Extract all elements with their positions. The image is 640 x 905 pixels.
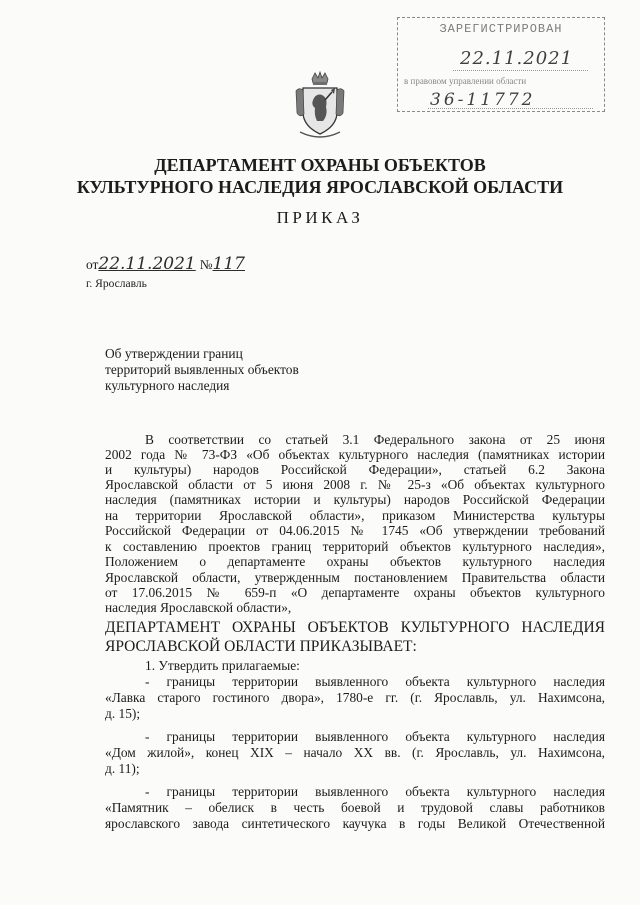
paragraph-line: на территории Ярославской области», приказом Министерства культуры bbox=[105, 508, 605, 523]
order-city: г. Ярославль bbox=[86, 278, 147, 290]
item-line: д. 15); bbox=[105, 706, 141, 721]
item-line: «Дом жилой», конец XIX – начало XX вв. (г. Ярославль, ул. Нахимсона, bbox=[105, 745, 605, 760]
coat-of-arms-icon bbox=[295, 70, 345, 142]
stamp-number: 36-11772 bbox=[430, 90, 536, 110]
paragraph-line: Российской Федерации от 04.06.2015 № 1745 «Об утверждении требований bbox=[105, 523, 605, 538]
paragraph-line: В соответствии со статьей 3.1 Федерального закона от 25 июня bbox=[145, 432, 605, 447]
registration-stamp bbox=[397, 17, 605, 112]
paragraph-line: наследия Ярославской области», bbox=[105, 600, 292, 615]
item-line: «Памятник – обелиск в честь боевой и трудовой славы работников bbox=[105, 800, 605, 815]
stamp-underline bbox=[428, 108, 593, 109]
paragraph-line: Положением о департаменте охраны объектов культурного наследия bbox=[105, 554, 605, 569]
item-line: д. 11); bbox=[105, 761, 140, 776]
command-line: ДЕПАРТАМЕНТ ОХРАНЫ ОБЪЕКТОВ КУЛЬТУРНОГО НАСЛЕДИЯ bbox=[105, 619, 605, 636]
subject-line: территорий выявленных объектов bbox=[105, 362, 299, 377]
item-line: - границы территории выявленного объекта культурного наследия bbox=[145, 784, 605, 799]
paragraph-line: Ярославской области от 5 июня 2008 г. № 25-з «Об объектах культурного bbox=[105, 477, 605, 492]
department-title-line-1: ДЕПАРТАМЕНТ ОХРАНЫ ОБЪЕКТОВ bbox=[154, 155, 486, 175]
order-date-number bbox=[86, 254, 245, 274]
item-line: - границы территории выявленного объекта культурного наследия bbox=[145, 729, 605, 744]
paragraph-line: от 17.06.2015 № 659-п «О департаменте охраны объектов культурного bbox=[105, 585, 605, 600]
paragraph-line: наследия (памятниках истории и культуры) народов Российской Федерации bbox=[105, 492, 605, 507]
stamp-underline bbox=[453, 70, 588, 71]
subject-line: культурного наследия bbox=[105, 378, 230, 393]
paragraph-line: к составлению проектов границ территорий объектов культурного наследия», bbox=[105, 539, 605, 554]
order-date: 22.11.2021 bbox=[98, 254, 196, 274]
paragraph-line: 2002 года № 73-ФЗ «Об объектах культурного наследия (памятниках истории bbox=[105, 447, 605, 462]
command-line: ЯРОСЛАВСКОЙ ОБЛАСТИ ПРИКАЗЫВАЕТ: bbox=[105, 638, 417, 655]
item-title: 1. Утвердить прилагаемые: bbox=[145, 658, 300, 673]
order-number: 117 bbox=[212, 254, 245, 274]
document-type: ПРИКАЗ bbox=[276, 208, 364, 227]
date-prefix: от bbox=[86, 257, 99, 272]
paragraph-line: и культуры) народов Российской Федерации», статьей 6.2 Закона bbox=[105, 462, 605, 477]
item-line: - границы территории выявленного объекта культурного наследия bbox=[145, 674, 605, 689]
paragraph-line: Ярославской области, утвержденным постановлением Правительства области bbox=[105, 570, 605, 585]
department-title-line-2: КУЛЬТУРНОГО НАСЛЕДИЯ ЯРОСЛАВСКОЙ ОБЛАСТИ bbox=[76, 177, 564, 197]
subject-line: Об утверждении границ bbox=[105, 346, 243, 361]
number-prefix: № bbox=[199, 257, 213, 272]
item-line: ярославского завода синтетического каучука в годы Великой Отечественной bbox=[105, 816, 605, 831]
item-line: «Лавка старого гостиного двора», 1780-е гг. (г. Ярославль, ул. Нахимсона, bbox=[105, 690, 605, 705]
stamp-label: ЗАРЕГИСТРИРОВАН bbox=[439, 22, 563, 36]
stamp-date: 22.11.2021 bbox=[460, 48, 574, 69]
stamp-note: в правовом управлении области bbox=[404, 76, 527, 86]
